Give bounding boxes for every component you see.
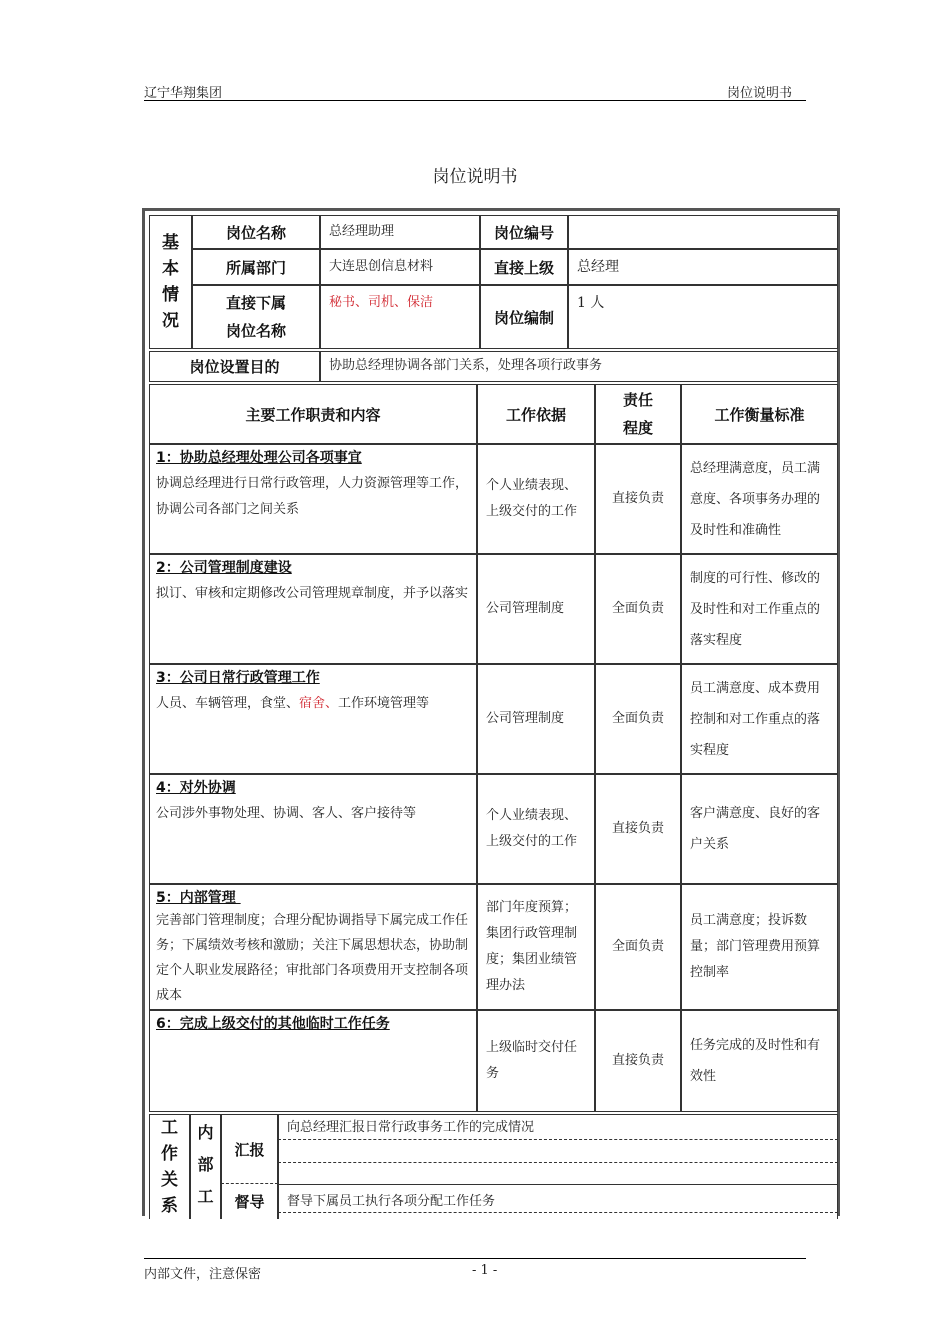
relations-section-label: 工 作 关 系	[149, 1114, 190, 1219]
header-doc-type: 岗位说明书	[726, 86, 792, 101]
page-header	[144, 80, 806, 101]
duty-2-body: 拟订、审核和定期修改公司管理规章制度，并予以落实	[156, 586, 469, 601]
duty-5-content	[149, 884, 477, 1010]
department-label: 所属部门	[192, 249, 320, 285]
job-description-table	[142, 208, 840, 1216]
superior-label: 直接上级	[480, 249, 568, 285]
supervise-line	[278, 1212, 838, 1213]
duty-4-basis: 个人业绩表现、上级交付的工作	[477, 774, 595, 884]
duty-4-level: 直接负责	[595, 774, 681, 884]
department-value: 大连思创信息材料	[320, 249, 480, 285]
duty-3-level: 全面负责	[595, 664, 681, 774]
duty-5-standard: 员工满意度；投诉数量；部门管理费用预算控制率	[681, 884, 838, 1010]
duty-5-title: 5：内部管理	[156, 890, 241, 906]
duty-3-body: 人员、车辆管理，食堂、宿舍、工作环境管理等	[156, 696, 430, 711]
duty-1-standard: 总经理满意度，员工满意度、各项事务办理的及时性和准确性	[681, 444, 838, 554]
duty-2-basis: 公司管理制度	[477, 554, 595, 664]
duty-1-title: 1：协助总经理处理公司各项事宜	[156, 450, 362, 466]
subordinate-label: 直接下属 岗位名称	[192, 285, 320, 349]
duty-3-basis: 公司管理制度	[477, 664, 595, 774]
headcount-value: 1 人	[568, 285, 838, 349]
supervise-value: 督导下属员工执行各项分配工作任务	[278, 1184, 838, 1219]
duty-6-standard: 任务完成的及时性和有效性	[681, 1010, 838, 1112]
duty-6-basis: 上级临时交付任务	[477, 1010, 595, 1112]
duty-5-basis: 部门年度预算；集团行政管理制度；集团业绩管理办法	[477, 884, 595, 1010]
footer-note: 内部文件，注意保密	[144, 1267, 262, 1282]
duty-5-body: 完善部门管理制度；合理分配协调指导下属完成工作任务；下属绩效考核和激励；关注下属思想状态，协助制定个人职业发展路径；审批部门各项费用开支控制各项成本	[156, 913, 469, 1003]
purpose-label: 岗位设置目的	[149, 351, 320, 382]
duties-content-header: 主要工作职责和内容	[149, 384, 477, 444]
footer-page-number: - 1 -	[472, 1263, 498, 1278]
position-code-label: 岗位编号	[480, 215, 568, 249]
duty-1-basis: 个人业绩表现、上级交付的工作	[477, 444, 595, 554]
duty-1-body: 协调总经理进行日常行政管理，人力资源管理等工作，协调公司各部门之间关系	[156, 476, 469, 517]
duty-3-title: 3：公司日常行政管理工作	[156, 670, 320, 686]
duty-6-level: 直接负责	[595, 1010, 681, 1112]
duties-responsibility-header: 责任 程度	[595, 384, 681, 444]
duties-basis-header: 工作依据	[477, 384, 595, 444]
duty-5-level: 全面负责	[595, 884, 681, 1010]
headcount-label: 岗位编制	[480, 285, 568, 349]
duty-2-title: 2：公司管理制度建设	[156, 560, 292, 576]
duty-2-content	[149, 554, 477, 664]
position-name-label: 岗位名称	[192, 215, 320, 249]
duty-6-content	[149, 1010, 477, 1112]
duty-2-level: 全面负责	[595, 554, 681, 664]
report-value: 向总经理汇报日常行政事务工作的完成情况	[278, 1114, 838, 1184]
duty-3-standard: 员工满意度、成本费用控制和对工作重点的落实程度	[681, 664, 838, 774]
position-code-value	[568, 215, 838, 249]
report-line-2	[278, 1162, 838, 1163]
report-label: 汇报	[221, 1114, 278, 1184]
position-name-value: 总经理助理	[320, 215, 480, 249]
page-footer	[144, 1258, 806, 1282]
duty-4-title: 4：对外协调	[156, 780, 236, 796]
basic-section-label: 基 本 情 况	[149, 215, 192, 349]
duty-4-content	[149, 774, 477, 884]
supervise-label: 督导	[221, 1184, 278, 1219]
header-company: 辽宁华翔集团	[144, 86, 223, 101]
superior-value: 总经理	[568, 249, 838, 285]
duty-6-title: 6：完成上级交付的其他临时工作任务	[156, 1016, 390, 1032]
duty-1-level: 直接负责	[595, 444, 681, 554]
subordinates-value: 秘书、司机、保洁	[320, 285, 480, 349]
page-title: 岗位说明书	[432, 167, 518, 187]
duties-standard-header: 工作衡量标准	[681, 384, 838, 444]
report-line-1	[278, 1139, 838, 1140]
duty-3-content	[149, 664, 477, 774]
relations-internal-label: 内 部 工	[190, 1114, 221, 1219]
duty-1-content	[149, 444, 477, 554]
duty-4-standard: 客户满意度、良好的客户关系	[681, 774, 838, 884]
duty-2-standard: 制度的可行性、修改的及时性和对工作重点的落实程度	[681, 554, 838, 664]
duty-4-body: 公司涉外事物处理、协调、客人、客户接待等	[156, 806, 417, 821]
purpose-value: 协助总经理协调各部门关系，处理各项行政事务	[320, 351, 838, 382]
